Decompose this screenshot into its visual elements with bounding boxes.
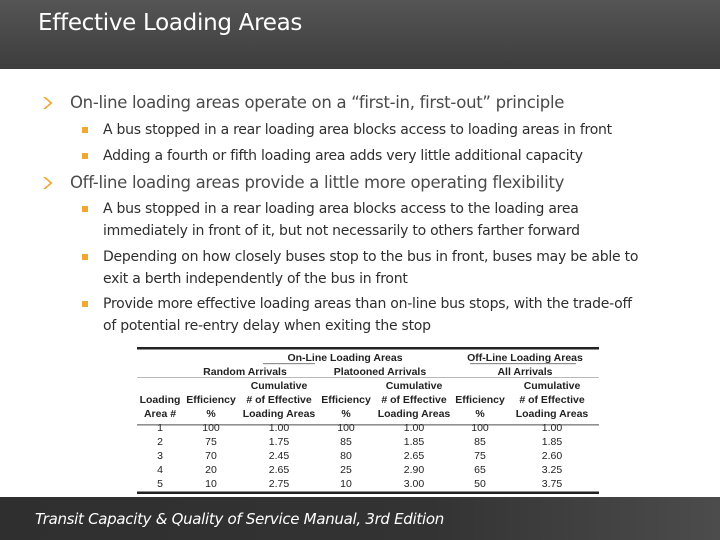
table-cell: 3.25 <box>541 464 563 476</box>
col-header-cumulative: # of Effective <box>381 394 447 406</box>
col-header-efficiency: Efficiency <box>455 394 505 406</box>
table-cell: 2.65 <box>403 450 425 462</box>
col-header-loading: Area # <box>143 408 177 420</box>
col-header-loading: Loading <box>139 394 181 406</box>
sub-bullet-offline-1 <box>103 198 580 242</box>
table-row <box>157 450 562 462</box>
subheader-platooned: Platooned Arrivals <box>333 366 427 378</box>
table-cell: 75 <box>205 436 217 448</box>
square-bullet-icon <box>82 301 88 307</box>
sub-bullet-line: A bus stopped in a rear loading area blocks access to the loading area <box>103 201 579 217</box>
sub-bullet-line: exit a berth independently of the bus in front <box>103 271 408 287</box>
table-cell: 70 <box>205 450 217 462</box>
chevron-right-icon <box>40 176 54 190</box>
table-cell: 50 <box>474 478 486 490</box>
sub-bullet-line: Adding a fourth or fifth loading area adds very little additional capacity <box>103 148 583 164</box>
table-top-rule <box>137 347 599 350</box>
sub-bullet-line: A bus stopped in a rear loading area blocks access to loading areas in front <box>103 122 612 138</box>
subheader-random: Random Arrivals <box>203 366 287 378</box>
table-cell: 5 <box>157 478 163 490</box>
table-cell: 10 <box>205 478 217 490</box>
table-cell: 1 <box>157 422 163 434</box>
sub-bullet-offline-3 <box>103 293 632 337</box>
table-cell: 2.75 <box>268 478 290 490</box>
col-header-efficiency: % <box>206 408 216 420</box>
table-cell: 3 <box>157 450 163 462</box>
table-cell: 25 <box>340 464 352 476</box>
table-cell: 65 <box>474 464 486 476</box>
sub-bullet-line: Provide more effective loading areas than on-line bus stops, with the trade-off <box>103 296 632 312</box>
table-row <box>157 464 562 476</box>
table-cell: 1.00 <box>541 422 563 434</box>
table-row <box>157 478 562 490</box>
table-cell: 100 <box>202 422 220 434</box>
col-header-cumulative: Cumulative <box>250 380 308 392</box>
title-bar <box>0 0 720 69</box>
table-cell: 1.85 <box>541 436 563 448</box>
effective-loading-areas-table <box>137 347 599 494</box>
table-bottom-rule <box>137 492 599 495</box>
group-header-online: On-Line Loading Areas <box>287 352 403 364</box>
bullet-online: On-line loading areas operate on a “first-in, first-out” principle <box>70 93 565 112</box>
table-cell: 1.00 <box>403 422 425 434</box>
slide-title: Effective Loading Areas <box>38 10 303 36</box>
bullet-offline: Off-line loading areas provide a little more operating flexibility <box>70 173 565 192</box>
table-cell: 3.75 <box>541 478 563 490</box>
footer-bar <box>0 497 720 540</box>
col-header-efficiency: Efficiency <box>186 394 236 406</box>
table-cell: 1.00 <box>268 422 290 434</box>
table-cell: 2.45 <box>268 450 290 462</box>
col-header-cumulative: Loading Areas <box>377 408 451 420</box>
table-cell: 2 <box>157 436 163 448</box>
col-header-cumulative: Loading Areas <box>515 408 589 420</box>
table-cell: 85 <box>474 436 486 448</box>
table-cell: 100 <box>471 422 489 434</box>
table-cell: 100 <box>337 422 355 434</box>
table-cell: 4 <box>157 464 163 476</box>
col-header-cumulative: Cumulative <box>385 380 443 392</box>
table-cell: 85 <box>340 436 352 448</box>
square-bullet-icon <box>82 127 88 133</box>
table-cell: 2.60 <box>541 450 563 462</box>
footer-citation: Transit Capacity & Quality of Service Manual, 3rd Edition <box>35 510 444 528</box>
sub-bullet-line: immediately in front of it, but not necessarily to others farther forward <box>103 223 580 239</box>
sub-bullet-offline-2 <box>103 246 638 290</box>
sub-bullet-line: of potential re-entry delay when exiting the stop <box>103 318 431 334</box>
chevron-right-icon <box>40 96 54 110</box>
table-cell: 2.90 <box>403 464 425 476</box>
col-header-cumulative: Cumulative <box>523 380 581 392</box>
sub-bullet-line: Depending on how closely buses stop to the bus in front, buses may be able to <box>103 249 639 265</box>
table-cell: 80 <box>340 450 352 462</box>
sub-bullet-online-1 <box>103 119 612 141</box>
table-cell: 10 <box>340 478 352 490</box>
col-header-cumulative: Loading Areas <box>242 408 316 420</box>
col-header-efficiency: % <box>341 408 351 420</box>
square-bullet-icon <box>82 206 88 212</box>
table-cell: 3.00 <box>403 478 425 490</box>
table-row <box>157 436 562 448</box>
table-cell: 75 <box>474 450 486 462</box>
group-header-offline: Off-Line Loading Areas <box>467 352 583 364</box>
col-header-efficiency: Efficiency <box>321 394 371 406</box>
table-cell: 1.85 <box>403 436 425 448</box>
square-bullet-icon <box>82 153 88 159</box>
column-headers <box>140 380 589 420</box>
subheader-all: All Arrivals <box>497 366 553 378</box>
square-bullet-icon <box>82 254 88 260</box>
table-cell: 2.65 <box>268 464 290 476</box>
col-header-cumulative: # of Effective <box>246 394 312 406</box>
table-cell: 1.75 <box>268 436 290 448</box>
table-row <box>157 422 562 434</box>
col-header-cumulative: # of Effective <box>519 394 585 406</box>
sub-bullet-online-2 <box>103 145 583 167</box>
col-header-efficiency: % <box>475 408 485 420</box>
table-cell: 20 <box>205 464 217 476</box>
